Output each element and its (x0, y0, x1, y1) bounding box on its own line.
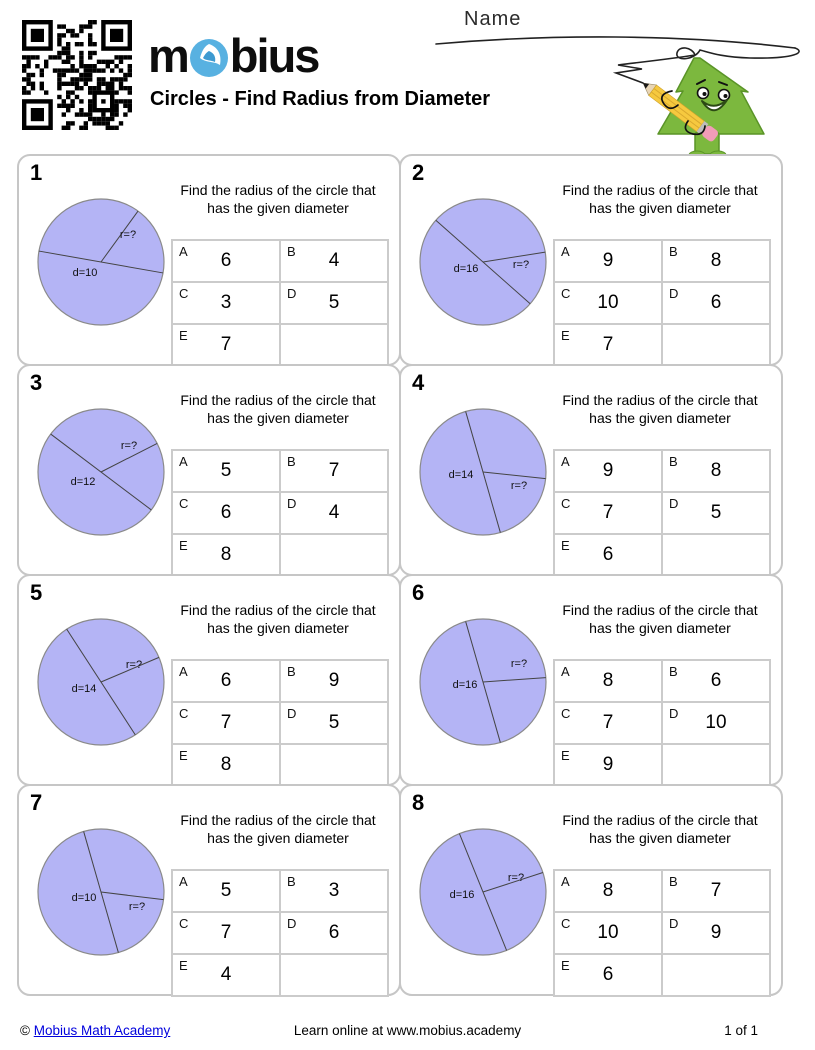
answer-letter: A (179, 874, 188, 889)
answer-value: 6 (602, 964, 614, 985)
answer-value: 7 (328, 460, 340, 481)
circle-diagram (401, 602, 571, 757)
answer-value: 9 (328, 670, 340, 691)
answer-cell-d (661, 701, 771, 745)
problem-card-8 (399, 784, 783, 996)
answer-value: 8 (710, 250, 722, 271)
instruction-text: Find the radius of the circle that has the given diameter (562, 182, 758, 216)
answer-letter: D (287, 286, 297, 301)
answer-letter: E (179, 748, 188, 763)
problem-card-2 (399, 154, 783, 366)
answer-cell-e (171, 323, 281, 367)
instruction-text: Find the radius of the circle that has the given diameter (180, 392, 376, 426)
logo-text-m: m (148, 28, 188, 82)
answer-letter: E (179, 958, 188, 973)
answer-cell-a (553, 869, 663, 913)
answer-letter: A (179, 244, 188, 259)
qr-code (22, 20, 132, 130)
instruction-text: Find the radius of the circle that has the given diameter (562, 812, 758, 846)
answer-letter: E (561, 538, 570, 553)
answer-letter: A (561, 664, 570, 679)
answer-letter: D (669, 496, 679, 511)
problem-card-3 (17, 364, 401, 576)
answer-cell-c (553, 701, 663, 745)
answer-cell-c (171, 281, 281, 325)
answer-table (172, 660, 388, 786)
answer-value: 8 (220, 754, 232, 775)
answer-value: 4 (328, 502, 340, 523)
answer-cell-c (171, 911, 281, 955)
answer-cell-b (661, 659, 771, 703)
svg-text:r=?: r=? (507, 872, 525, 884)
worksheet-title: Circles - Find Radius from Diameter (150, 88, 491, 110)
answer-cell-b (661, 869, 771, 913)
svg-text:r=?: r=? (119, 229, 137, 241)
answer-cell-empty (279, 533, 389, 577)
problem-number: 6 (412, 580, 425, 605)
answer-letter: B (669, 664, 678, 679)
answer-letter: C (179, 496, 189, 511)
answer-letter: C (561, 286, 571, 301)
answer-letter: E (561, 748, 570, 763)
answer-cell-e (553, 743, 663, 787)
instruction-text: Find the radius of the circle that has the given diameter (180, 812, 376, 846)
answer-cell-a (171, 449, 281, 493)
svg-text:d=12: d=12 (70, 476, 96, 488)
svg-text:r=?: r=? (128, 901, 146, 913)
answer-value: 5 (328, 292, 340, 313)
svg-text:r=?: r=? (510, 480, 528, 492)
answer-cell-d (279, 701, 389, 745)
answer-letter: B (669, 454, 678, 469)
circle-diagram (401, 812, 571, 967)
answer-table (554, 240, 770, 366)
footer-learn-online: Learn online at www.mobius.academy (293, 1023, 522, 1038)
logo-swirl-o-icon (189, 38, 229, 78)
circle-diagram (19, 602, 189, 757)
answer-value: 6 (220, 250, 232, 271)
answer-value: 7 (602, 712, 614, 733)
answer-letter: A (561, 874, 570, 889)
answer-value: 7 (220, 334, 232, 355)
answer-cell-empty (661, 533, 771, 577)
problem-card-4 (399, 364, 783, 576)
answer-letter: C (561, 916, 571, 931)
answer-letter: E (561, 958, 570, 973)
answer-letter: B (287, 454, 296, 469)
answer-cell-empty (279, 323, 389, 367)
answer-value: 4 (328, 250, 340, 271)
answer-cell-empty (279, 743, 389, 787)
answer-table (554, 450, 770, 576)
problem-card-7 (17, 784, 401, 996)
answer-cell-empty (661, 323, 771, 367)
answer-value: 7 (710, 880, 722, 901)
svg-text:r=?: r=? (120, 440, 138, 452)
answer-letter: A (179, 454, 188, 469)
answer-table (172, 450, 388, 576)
answer-cell-b (279, 659, 389, 703)
answer-value: 8 (710, 460, 722, 481)
answer-cell-empty (661, 953, 771, 997)
svg-text:r=?: r=? (510, 658, 528, 670)
answer-letter: B (287, 244, 296, 259)
answer-value: 4 (220, 964, 232, 985)
svg-text:d=14: d=14 (71, 683, 97, 695)
logo (148, 26, 318, 84)
circle-diagram (401, 182, 571, 337)
academy-link[interactable]: Mobius Math Academy (33, 1023, 171, 1038)
svg-text:d=14: d=14 (448, 469, 474, 481)
answer-letter: B (287, 664, 296, 679)
answer-cell-a (171, 869, 281, 913)
tree-mascot-icon (658, 58, 764, 159)
answer-cell-empty (661, 743, 771, 787)
problem-card-6 (399, 574, 783, 786)
answer-cell-e (171, 533, 281, 577)
answer-cell-c (553, 491, 663, 535)
instruction-text: Find the radius of the circle that has the given diameter (562, 392, 758, 426)
answer-value: 8 (602, 880, 614, 901)
mascot-arms (662, 91, 705, 134)
answer-value: 7 (220, 922, 232, 943)
answer-value: 7 (602, 502, 614, 523)
answer-letter: D (669, 916, 679, 931)
problem-card-5 (17, 574, 401, 786)
problem-number: 2 (412, 160, 425, 185)
answer-letter: E (561, 328, 570, 343)
answer-letter: D (287, 706, 297, 721)
answer-value: 6 (220, 502, 232, 523)
answer-cell-b (279, 869, 389, 913)
answer-cell-b (279, 239, 389, 283)
answer-letter: D (287, 496, 297, 511)
problem-number: 1 (30, 160, 43, 185)
logo-text-bius: bius (229, 28, 319, 82)
copyright-symbol: © (20, 1023, 30, 1038)
answer-value: 8 (220, 544, 232, 565)
name-line (436, 37, 799, 83)
answer-value: 5 (328, 712, 340, 733)
answer-value: 10 (705, 712, 727, 733)
name-label: Name (464, 8, 522, 30)
answer-value: 9 (602, 754, 614, 775)
answer-value: 9 (602, 250, 614, 271)
answer-letter: D (287, 916, 297, 931)
answer-cell-e (171, 743, 281, 787)
answer-value: 5 (220, 460, 232, 481)
answer-value: 6 (220, 670, 232, 691)
answer-value: 3 (328, 880, 340, 901)
svg-text:r=?: r=? (512, 259, 530, 271)
answer-letter: E (179, 328, 188, 343)
answer-cell-e (171, 953, 281, 997)
answer-value: 6 (710, 292, 722, 313)
answer-value: 7 (602, 334, 614, 355)
answer-letter: D (669, 286, 679, 301)
problem-number: 5 (30, 580, 43, 605)
svg-text:d=10: d=10 (71, 892, 97, 904)
problem-number: 7 (30, 790, 43, 815)
answer-table (172, 870, 388, 996)
answer-letter: C (179, 706, 189, 721)
svg-text:d=16: d=16 (449, 889, 475, 901)
answer-cell-a (553, 239, 663, 283)
answer-cell-a (553, 449, 663, 493)
svg-text:d=16: d=16 (452, 679, 478, 691)
answer-cell-empty (279, 953, 389, 997)
answer-value: 8 (602, 670, 614, 691)
circle-diagram (19, 182, 189, 337)
problem-number: 4 (412, 370, 425, 395)
instruction-text: Find the radius of the circle that has the given diameter (180, 182, 376, 216)
answer-cell-c (553, 281, 663, 325)
problem-card-1 (17, 154, 401, 366)
problem-number: 8 (412, 790, 425, 815)
answer-value: 6 (328, 922, 340, 943)
answer-value: 10 (597, 922, 619, 943)
answer-value: 10 (597, 292, 619, 313)
answer-cell-d (279, 281, 389, 325)
answer-value: 6 (602, 544, 614, 565)
answer-value: 3 (220, 292, 232, 313)
answer-cell-a (553, 659, 663, 703)
instruction-text: Find the radius of the circle that has the given diameter (180, 602, 376, 636)
answer-cell-d (279, 911, 389, 955)
answer-letter: D (669, 706, 679, 721)
problems-grid (18, 155, 782, 995)
answer-cell-d (661, 911, 771, 955)
answer-table (172, 240, 388, 366)
circle-diagram (19, 392, 189, 547)
answer-cell-c (171, 701, 281, 745)
answer-table (554, 660, 770, 786)
answer-value: 5 (220, 880, 232, 901)
answer-cell-a (171, 239, 281, 283)
answer-letter: A (561, 454, 570, 469)
instruction-text: Find the radius of the circle that has the given diameter (562, 602, 758, 636)
answer-letter: A (561, 244, 570, 259)
answer-letter: B (669, 874, 678, 889)
footer-page-number: 1 of 1 (724, 1023, 758, 1038)
answer-value: 5 (710, 502, 722, 523)
answer-cell-c (553, 911, 663, 955)
answer-letter: C (561, 496, 571, 511)
answer-letter: E (179, 538, 188, 553)
answer-value: 6 (710, 670, 722, 691)
answer-letter: A (179, 664, 188, 679)
answer-cell-e (553, 533, 663, 577)
circle-diagram (19, 812, 189, 967)
answer-letter: B (287, 874, 296, 889)
answer-cell-b (661, 449, 771, 493)
answer-value: 9 (710, 922, 722, 943)
answer-cell-a (171, 659, 281, 703)
problem-number: 3 (30, 370, 43, 395)
answer-letter: C (561, 706, 571, 721)
answer-cell-c (171, 491, 281, 535)
pencil-icon (639, 78, 719, 143)
svg-text:d=10: d=10 (72, 267, 98, 279)
answer-cell-e (553, 953, 663, 997)
answer-letter: C (179, 286, 189, 301)
answer-cell-b (279, 449, 389, 493)
answer-value: 9 (602, 460, 614, 481)
answer-cell-b (661, 239, 771, 283)
answer-cell-d (661, 281, 771, 325)
answer-cell-d (279, 491, 389, 535)
svg-text:d=16: d=16 (453, 263, 479, 275)
answer-value: 7 (220, 712, 232, 733)
answer-cell-e (553, 323, 663, 367)
answer-table (554, 870, 770, 996)
svg-text:r=?: r=? (125, 659, 143, 671)
answer-letter: C (179, 916, 189, 931)
answer-letter: B (669, 244, 678, 259)
answer-cell-d (661, 491, 771, 535)
circle-diagram (401, 392, 571, 547)
